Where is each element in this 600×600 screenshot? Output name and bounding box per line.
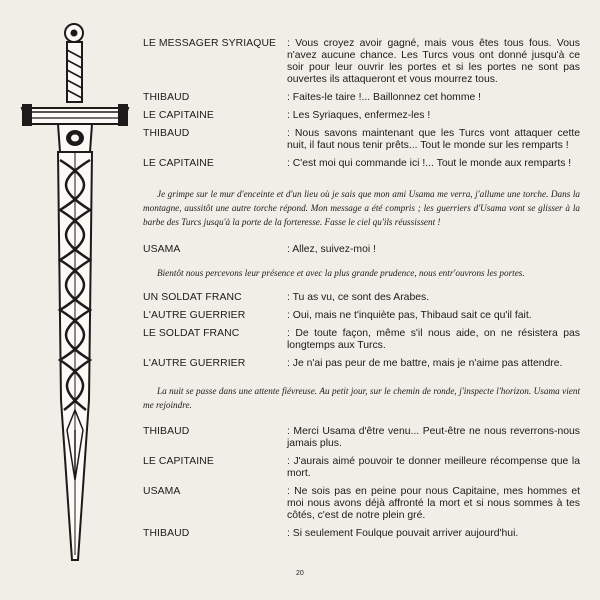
narration-paragraph: Je grimpe sur le mur d'enceinte et d'un lieu où je sais que mon ami Usama me verra, j'allume une torche. Dans la montagne, aussitôt une autre torche répond. Mon message a été compris ; les guerriers d'Usama vont se glisser à la barbe des Turcs jusqu'à la porte de la forteresse. Fasse le ciel qu'ils réussissent ! bbox=[143, 189, 580, 227]
dialogue-text: : De toute façon, même s'il nous aide, on ne résistera pas longtemps aux Turcs. bbox=[287, 328, 580, 351]
page-number: 20 bbox=[296, 570, 304, 577]
speaker-name: LE CAPITAINE bbox=[143, 456, 214, 467]
dialogue-line bbox=[143, 38, 580, 86]
dialogue-line bbox=[143, 128, 580, 152]
dialogue-text: : Nous savons maintenant que les Turcs vont attaquer cette nuit, il faut nous tenir prêts... Tout le monde sur les remparts ! bbox=[287, 128, 580, 151]
dialogue-text: : Oui, mais ne t'inquiète pas, Thibaud sait ce qu'il fait. bbox=[287, 310, 532, 321]
dialogue-line bbox=[143, 310, 580, 322]
dialogue-text: : Merci Usama d'être venu... Peut-être ne nous reverrons-nous jamais plus. bbox=[287, 426, 580, 449]
speaker-name: USAMA bbox=[143, 486, 181, 497]
speaker-name: THIBAUD bbox=[143, 528, 190, 539]
speaker-name: L'AUTRE GUERRIER bbox=[143, 310, 246, 321]
dialogue-line bbox=[143, 456, 580, 480]
dialogue-line bbox=[143, 486, 580, 522]
dialogue-line bbox=[143, 528, 580, 540]
speaker-name: LE CAPITAINE bbox=[143, 158, 214, 169]
dialogue-text: : Ne sois pas en peine pour nous Capitaine, mes hommes et moi nous avons déjà affronté la mort et si nous sommes à tes côtés, c'est de notre plein gré. bbox=[287, 486, 580, 521]
sword-illustration-icon bbox=[20, 20, 132, 565]
speaker-name: THIBAUD bbox=[143, 92, 190, 103]
text-column bbox=[143, 38, 580, 546]
dialogue-line bbox=[143, 426, 580, 450]
dialogue-text: : Vous croyez avoir gagné, mais vous êtes tous fous. Vous n'avez aucune chance. Les Turcs vous ont donné jusqu'à ce soir pour leur ouvrir les portes et si les portes ne sont pas ouvertes ils attaqueront et vous mourrez tous. bbox=[287, 38, 580, 85]
dialogue-line bbox=[143, 92, 580, 104]
dialogue-text: : Tu as vu, ce sont des Arabes. bbox=[287, 292, 430, 303]
speaker-name: LE MESSAGER SYRIAQUE bbox=[143, 38, 277, 49]
dialogue-text: : Allez, suivez-moi ! bbox=[287, 244, 376, 255]
speaker-name: LE SOLDAT FRANC bbox=[143, 328, 240, 339]
dialogue-line bbox=[143, 292, 580, 304]
dialogue-text: : Faites-le taire !... Baillonnez cet homme ! bbox=[287, 92, 482, 103]
speaker-name: L'AUTRE GUERRIER bbox=[143, 358, 246, 369]
speaker-name: UN SOLDAT FRANC bbox=[143, 292, 242, 303]
speaker-name: LE CAPITAINE bbox=[143, 110, 214, 121]
dialogue-line bbox=[143, 110, 580, 122]
dialogue-text: : C'est moi qui commande ici !... Tout le monde aux remparts ! bbox=[287, 158, 572, 169]
dialogue-line bbox=[143, 158, 580, 170]
dialogue-text: : Je n'ai pas peur de me battre, mais je n'aime pas attendre. bbox=[287, 358, 563, 369]
narration-paragraph: La nuit se passe dans une attente fiévreuse. Au petit jour, sur le chemin de ronde, j'inspecte l'horizon. Usama vient me rejoindre. bbox=[143, 386, 580, 410]
dialogue-text: : J'aurais aimé pouvoir te donner meilleure récompense que la mort. bbox=[287, 456, 580, 479]
dialogue-line bbox=[143, 244, 580, 256]
speaker-name: USAMA bbox=[143, 244, 181, 255]
dialogue-line bbox=[143, 358, 580, 370]
dialogue-text: : Les Syriaques, enfermez-les ! bbox=[287, 110, 431, 121]
dialogue-line bbox=[143, 328, 580, 352]
speaker-name: THIBAUD bbox=[143, 426, 190, 437]
narration-paragraph: Bientôt nous percevons leur présence et avec la plus grande prudence, nous entr'ouvrons les portes. bbox=[157, 268, 525, 278]
speaker-name: THIBAUD bbox=[143, 128, 190, 139]
dialogue-text: : Si seulement Foulque pouvait arriver aujourd'hui. bbox=[287, 528, 519, 539]
